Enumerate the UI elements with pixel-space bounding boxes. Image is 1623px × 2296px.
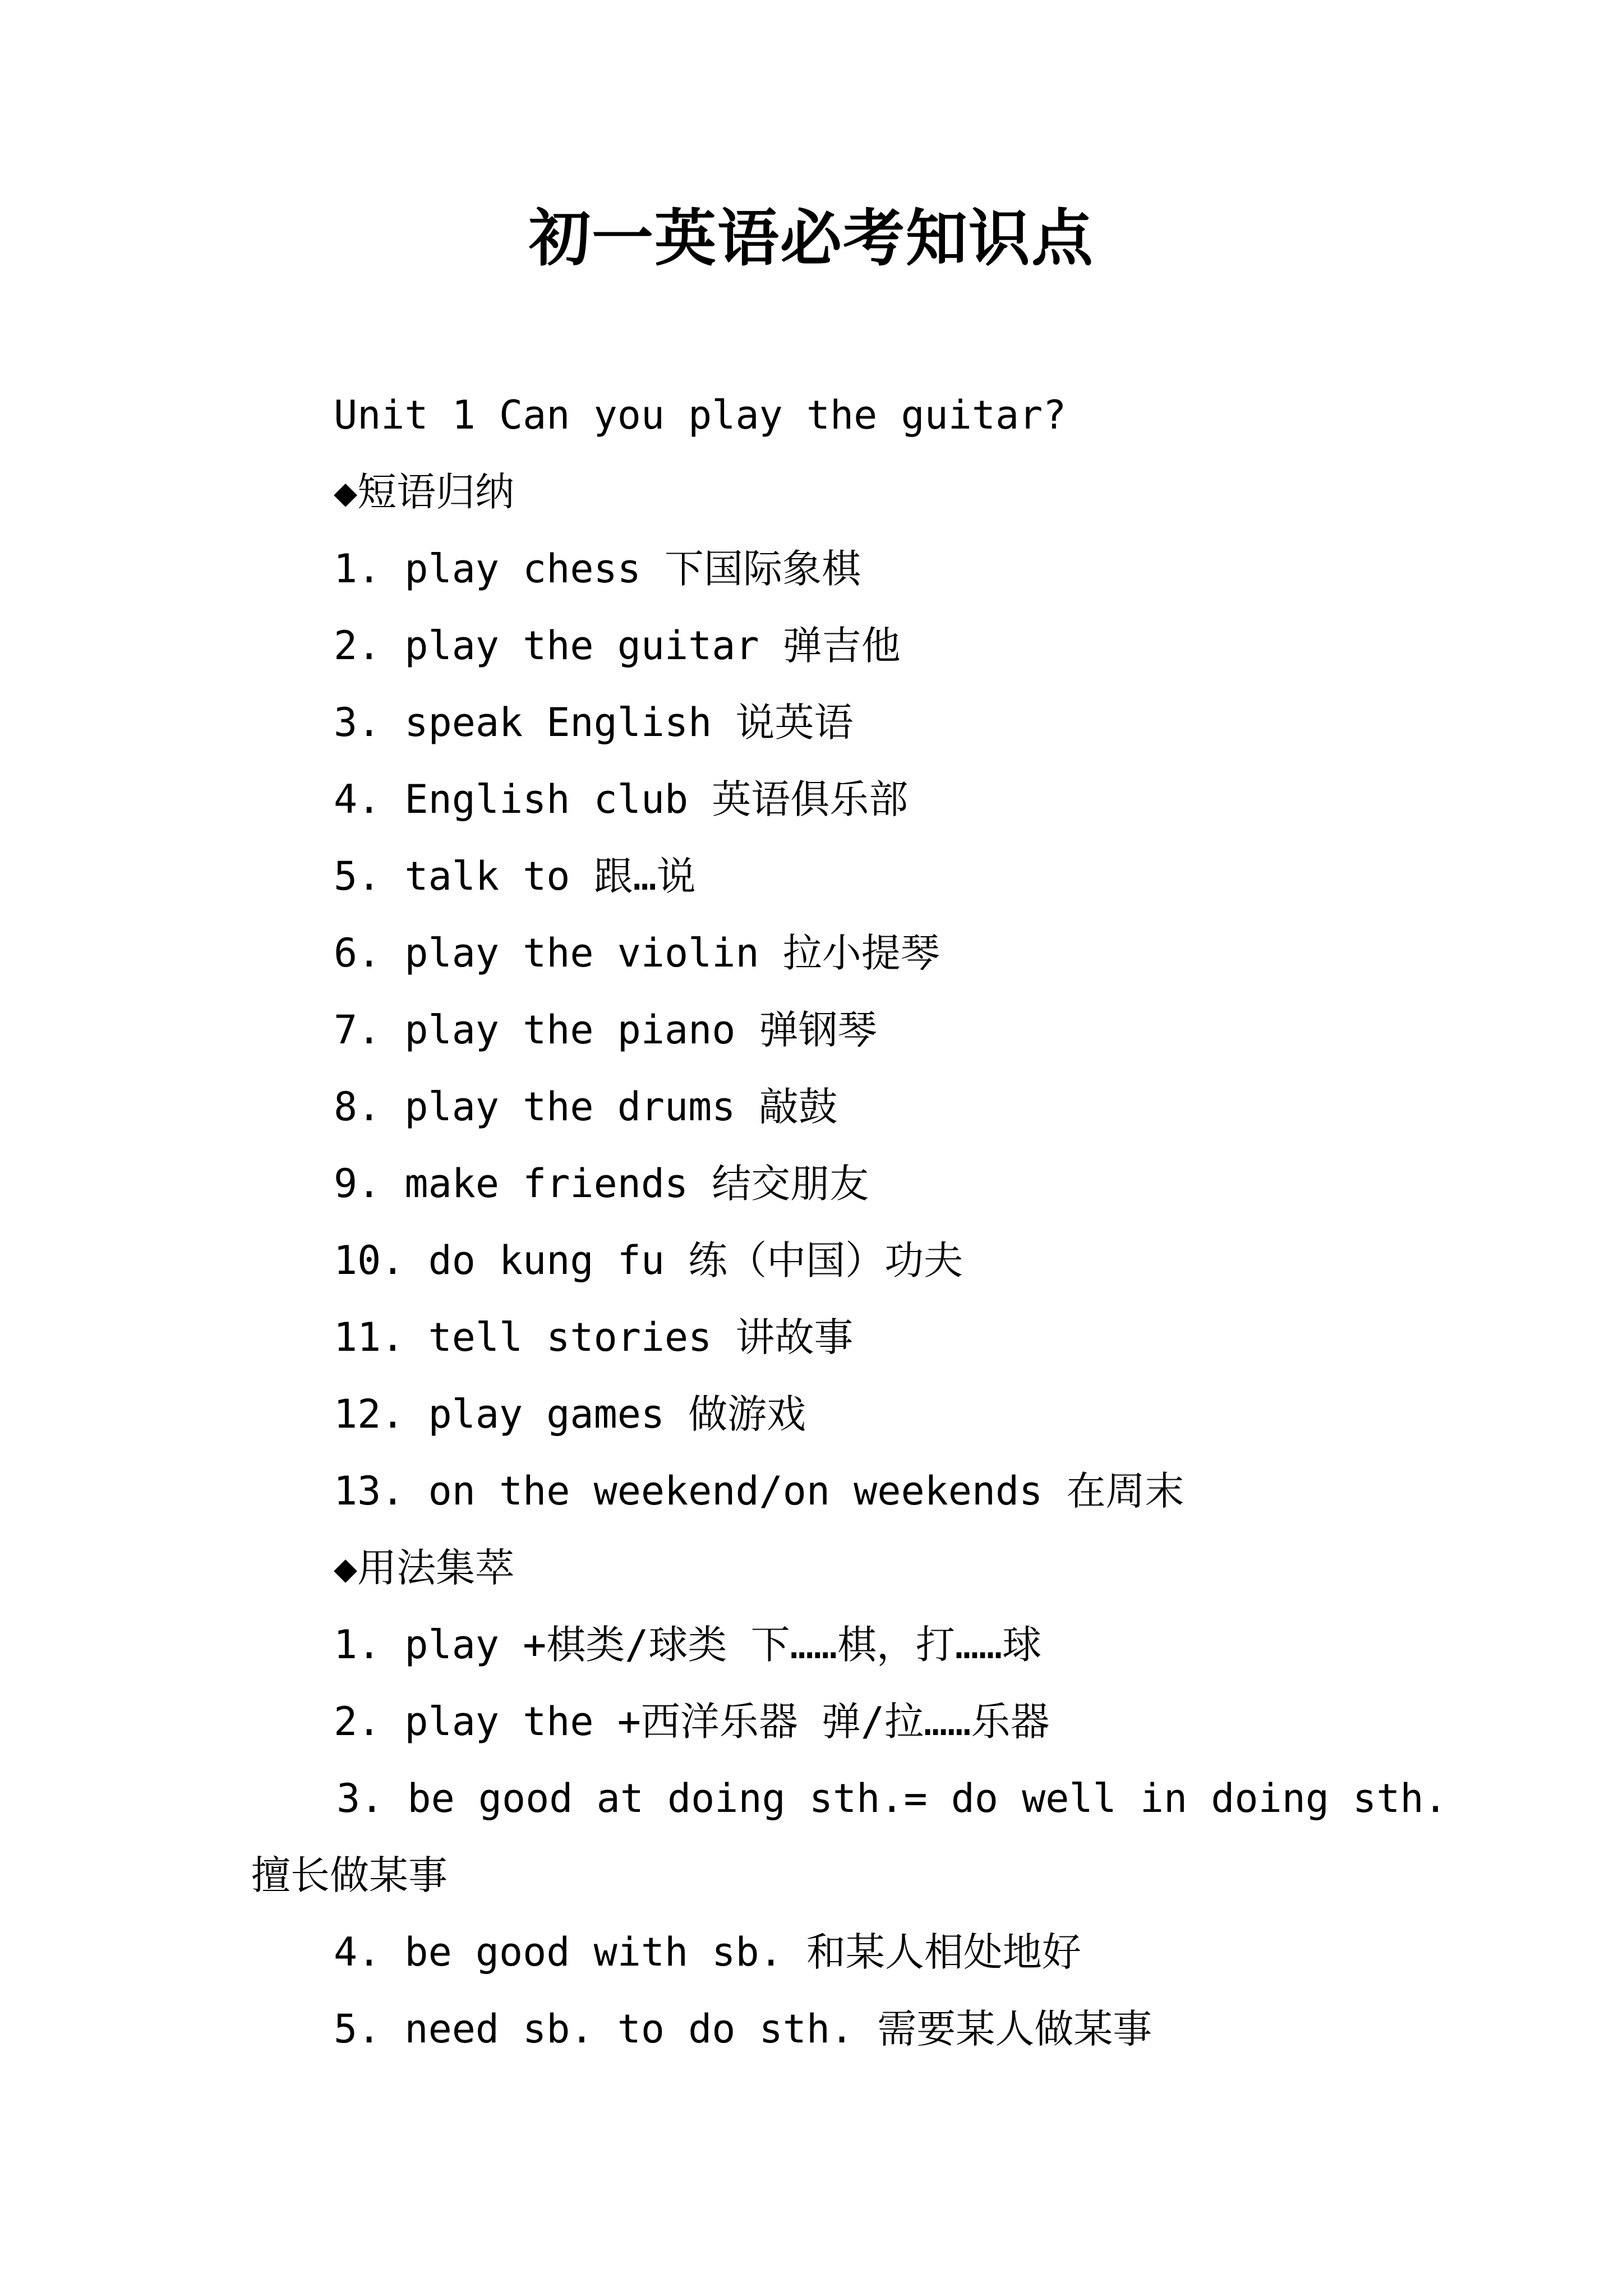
phrase-item: 4. English club 英语俱乐部 — [334, 776, 909, 822]
phrase-item: 9. make friends 结交朋友 — [334, 1161, 869, 1207]
phrase-item: 7. play the piano 弹钢琴 — [334, 1007, 877, 1053]
phrase-item: 10. do kung fu 练（中国）功夫 — [334, 1237, 963, 1283]
usage-item: 2. play the +西洋乐器 弹/拉……乐器 — [334, 1699, 1050, 1745]
usage-item: 4. be good with sb. 和某人相处地好 — [334, 1929, 1081, 1975]
phrase-item: 11. tell stories 讲故事 — [334, 1314, 854, 1360]
phrase-item: 6. play the violin 拉小提琴 — [334, 930, 940, 976]
usage-heading: ◆用法集萃 — [334, 1545, 515, 1591]
phrases-heading: ◆短语归纳 — [334, 469, 515, 515]
document-title: 初一英语必考知识点 — [529, 202, 1094, 274]
usage-item-continuation: 擅长做某事 — [251, 1852, 448, 1898]
phrase-item: 5. talk to 跟…说 — [334, 853, 696, 899]
phrase-item: 2. play the guitar 弹吉他 — [334, 623, 901, 669]
phrase-item: 3. speak English 说英语 — [334, 700, 854, 746]
phrase-item: 1. play chess 下国际象棋 — [334, 546, 861, 592]
phrase-item: 13. on the weekend/on weekends 在周末 — [334, 1468, 1184, 1514]
phrase-item: 8. play the drums 敲鼓 — [334, 1084, 838, 1130]
usage-item: 3. be good at doing sth.= do well in doing sth. — [336, 1775, 1447, 1821]
usage-item: 5. need sb. to do sth. 需要某人做某事 — [334, 2006, 1152, 2052]
phrase-item: 12. play games 做游戏 — [334, 1391, 806, 1437]
usage-item: 1. play +棋类/球类 下……棋，打……球 — [334, 1622, 1042, 1668]
unit-heading: Unit 1 Can you play the guitar? — [334, 392, 1067, 438]
